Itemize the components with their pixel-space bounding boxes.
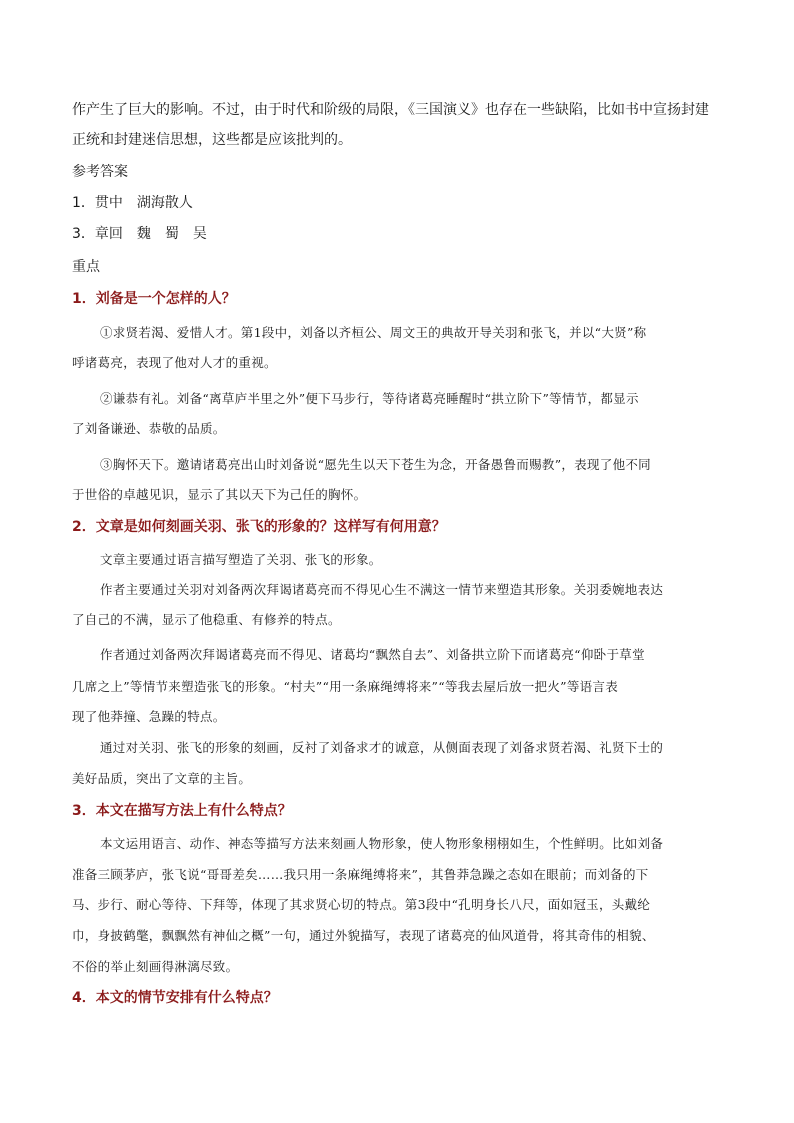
q2-line-5: 几席之上”等情节来塑造张飞的形象。“村夫”“用一条麻绳缚将来”“等我去屋后放一把火”等语言表: [72, 679, 619, 694]
question-1-title: 1．刘备是一个怎样的人？: [72, 291, 236, 307]
q2-line-3: 了自己的不满，显示了他稳重、有修养的特点。: [72, 612, 341, 627]
q2-line-8: 美好品质，突出了文章的主旨。: [72, 771, 252, 786]
q2-line-7: 通过对关羽、张飞的形象的刻画，反衬了刘备求才的诚意，从侧面表现了刘备求贤若渴、礼贤下士的: [100, 740, 664, 755]
keypoints-heading: 重点: [72, 259, 100, 275]
q3-line-4: 巾，身披鹤氅，飘飘然有神仙之概”一句，通过外貌描写，表现了诸葛亮的仙风道骨，将其奇伟的相貌、: [72, 928, 655, 943]
q1-line-4: 了刘备谦逊、恭敬的品质。: [72, 421, 226, 436]
q3-line-1: 本文运用语言、动作、神态等描写方法来刻画人物形象，使人物形象栩栩如生，个性鲜明。比如刘备: [100, 836, 664, 851]
q2-line-2: 作者主要通过关羽对刘备两次拜谒诸葛亮而不得见心生不满这一情节来塑造其形象。关羽委婉地表达: [100, 582, 664, 597]
q1-line-3: ②谦恭有礼。刘备“离草庐半里之外”便下马步行，等待诸葛亮睡醒时“拱立阶下”等情节，都显示: [100, 391, 639, 406]
q2-line-1: 文章主要通过语言描写塑造了关羽、张飞的形象。: [100, 552, 382, 567]
question-4-title: 4．本文的情节安排有什么特点？: [72, 990, 278, 1006]
q2-line-6: 现了他莽撞、急躁的特点。: [72, 709, 226, 724]
question-2-title: 2．文章是如何刻画关羽、张飞的形象的？这样写有何用意？: [72, 519, 446, 535]
q1-line-6: 于世俗的卓越见识，显示了其以天下为己任的胸怀。: [72, 487, 367, 502]
q1-line-2: 呼诸葛亮，表现了他对人才的重视。: [72, 355, 277, 370]
q3-line-3: 马、步行、耐心等待、下拜等，体现了其求贤心切的特点。第3段中“孔明身长八尺，面如冠玉，头戴纶: [72, 897, 651, 912]
answer-item-1: 1．贯中 湖海散人: [72, 195, 193, 211]
q1-line-1: ①求贤若渴、爱惜人才。第1段中，刘备以齐桓公、周文王的典故开导关羽和张飞，并以“大贤”称: [100, 325, 647, 340]
q3-line-5: 不俗的举止刻画得淋漓尽致。: [72, 959, 239, 974]
q3-line-2: 准备三顾茅庐，张飞说“哥哥差矣……我只用一条麻绳缚将来”，其鲁莽急躁之态如在眼前；而刘备的下: [72, 867, 649, 882]
q1-line-5: ③胸怀天下。邀请诸葛亮出山时刘备说“愿先生以天下苍生为念，开备愚鲁而赐教”，表现了他不同: [100, 457, 651, 472]
answer-item-3: 3．章回 魏 蜀 吴: [72, 226, 207, 242]
q2-line-4: 作者通过刘备两次拜谒诸葛亮而不得见、诸葛均“飘然自去”、刘备拱立阶下而诸葛亮“仰卧于草堂: [100, 647, 645, 662]
intro-line-1: 作产生了巨大的影响。不过，由于时代和阶级的局限，《三国演义》也存在一些缺陷，比如书中宣扬封建: [72, 102, 709, 118]
intro-line-2: 正统和封建迷信思想，这些都是应该批判的。: [72, 132, 352, 148]
answers-heading: 参考答案: [72, 164, 128, 180]
question-3-title: 3．本文在描写方法上有什么特点？: [72, 803, 292, 819]
